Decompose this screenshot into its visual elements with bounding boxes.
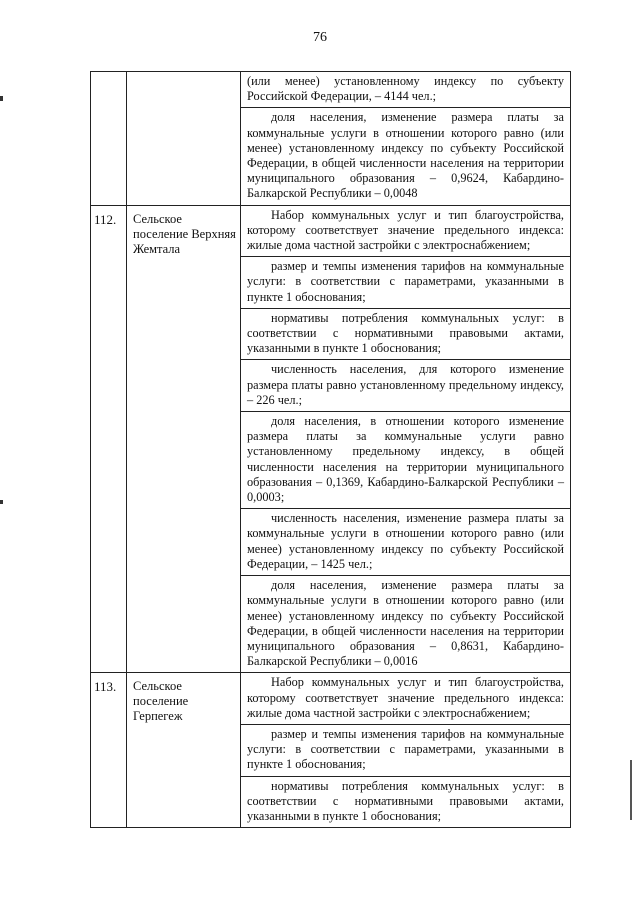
paragraph: Набор коммунальных услуг и тип благоустройства, которому соответствует значение предельного индекса: жилые дома частной застройки с электроснабжением; [247, 207, 564, 253]
paragraph: доля населения, изменение размера платы за коммунальные услуги в отношении которого равно (или менее) установленному индексу по субъекту Российской Федерации, в общей численности населения на территории муниципального образования – 0,9624, Кабардино-Балкарской Республики – 0,0048 [241, 107, 570, 204]
paragraph: доля населения, изменение размера платы за коммунальные услуги в отношении которого равно (или менее) установленному индексу по субъекту Российской Федерации, в общей численности населения на территории муниципального образования – 0,8631, Кабардино-Балкарской Республики – 0,0016 [241, 575, 570, 672]
table-row [91, 205, 571, 673]
data-table [90, 71, 571, 828]
paragraph: Набор коммунальных услуг и тип благоустройства, которому соответствует значение предельного индекса: жилые дома частной застройки с электроснабжением; [247, 675, 564, 720]
paragraph: нормативы потребления коммунальных услуг: в соответствии с нормативными правовыми актами, указанными в пункте 1 обоснования; [241, 308, 570, 360]
paragraph: нормативы потребления коммунальных услуг: в соответствии с нормативными правовыми актами, указанными в пункте 1 обоснования; [241, 776, 570, 828]
scan-edge-mark [0, 500, 3, 504]
row-number [91, 72, 127, 206]
row-number: 113. [91, 673, 127, 828]
paragraph: (или менее) установленному индексу по субъекту Российской Федерации, – 4144 чел.; [247, 74, 564, 104]
page-number: 76 [313, 30, 327, 45]
scan-edge-mark [0, 96, 3, 101]
paragraph: доля населения, в отношении которого изменение размера платы за коммунальные услуги равно установленному предельному индексу, в общей численности населения на территории муниципального образования – 0,1369, Кабардино-Балкарской Республики – 0,0003; [241, 411, 570, 508]
paragraph: размер и темпы изменения тарифов на коммунальные услуги: в соответствии с параметрами, указанными в пункте 1 обоснования; [241, 256, 570, 308]
row-description [241, 673, 571, 828]
settlement-name: Сельское поселение Верхняя Жемтала [127, 205, 241, 673]
paragraph: численность населения, для которого изменение размера платы равно установленному предельному индексу, – 226 чел.; [241, 359, 570, 411]
table-row [91, 673, 571, 828]
row-number: 112. [91, 205, 127, 673]
row-description [241, 205, 571, 673]
paragraph: размер и темпы изменения тарифов на коммунальные услуги: в соответствии с параметрами, указанными в пункте 1 обоснования; [241, 724, 570, 776]
paragraph: численность населения, изменение размера платы за коммунальные услуги в отношении которого равно (или менее) установленному индексу по субъекту Российской Федерации, – 1425 чел.; [241, 508, 570, 575]
settlement-name [127, 72, 241, 206]
settlement-name: Сельское поселение Герпегеж [127, 673, 241, 828]
scan-edge-mark [630, 760, 632, 820]
table-row [91, 72, 571, 206]
row-description [241, 72, 571, 206]
